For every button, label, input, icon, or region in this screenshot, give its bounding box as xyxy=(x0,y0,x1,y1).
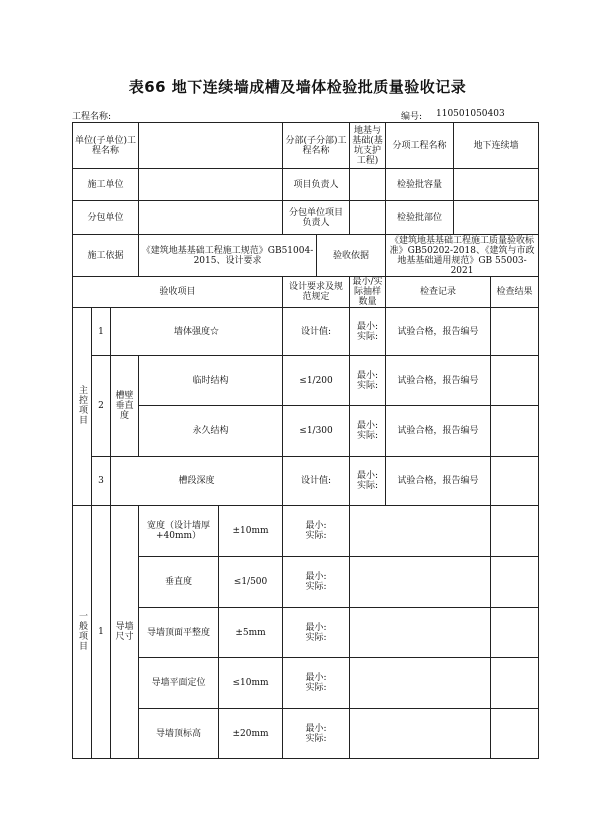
req-value: ±10mm xyxy=(219,506,283,557)
item-group-name: 导墙尺寸 xyxy=(111,506,139,759)
result-cell[interactable] xyxy=(491,658,539,709)
col-record: 检查记录 xyxy=(386,277,491,308)
batch-capacity-value[interactable] xyxy=(454,169,539,201)
col-sample: 最小/实际抽样数量 xyxy=(350,277,386,308)
division-label: 分部(子分部)工程名称 xyxy=(283,123,350,169)
req-value: ≤1/500 xyxy=(219,557,283,608)
number-value: 110501050403 xyxy=(436,109,505,119)
result-cell[interactable] xyxy=(491,356,539,406)
subcontractor-value[interactable] xyxy=(139,201,283,235)
item-sub-name: 临时结构 xyxy=(139,356,283,406)
sample-cell[interactable]: 最小: 实际: xyxy=(350,308,386,356)
subitem-label: 分项工程名称 xyxy=(386,123,454,169)
batch-location-value[interactable] xyxy=(454,201,539,235)
item-name: 槽段深度 xyxy=(111,457,283,506)
req-value: ≤1/200 xyxy=(283,356,350,406)
page-title: 表66 地下连续墙成槽及墙体检验批质量验收记录 xyxy=(128,78,467,96)
item-sub-name: 垂直度 xyxy=(139,557,219,608)
col-req: 设计要求及规范规定 xyxy=(283,277,350,308)
unit-label: 单位(子单位)工程名称 xyxy=(73,123,139,169)
acceptance-basis-value: 《建筑地基基础工程施工质量验收标准》GB50202-2018、《建筑与市政地基基础通用规范》GB 55003-2021 xyxy=(386,235,539,277)
sub-pm-label: 分包单位项目负责人 xyxy=(283,201,350,235)
sample-cell[interactable]: 最小: 实际: xyxy=(350,406,386,457)
req-value: 设计值: xyxy=(283,457,350,506)
col-result: 检查结果 xyxy=(491,277,539,308)
record-cell[interactable] xyxy=(350,658,491,709)
main-group-label: 主控项目 xyxy=(77,385,87,425)
item-group-name: 槽壁垂直度 xyxy=(111,356,139,457)
result-cell[interactable] xyxy=(491,406,539,457)
item-sub-name: 导墙平面定位 xyxy=(139,658,219,709)
record-cell: 试验合格，报告编号 xyxy=(386,457,491,506)
row-no: 3 xyxy=(92,457,111,506)
pm-label: 项目负责人 xyxy=(283,169,350,201)
record-cell: 试验合格，报告编号 xyxy=(386,356,491,406)
sample-cell[interactable]: 最小: 实际: xyxy=(350,457,386,506)
constructor-label: 施工单位 xyxy=(73,169,139,201)
constructor-value[interactable] xyxy=(139,169,283,201)
record-cell[interactable] xyxy=(350,506,491,557)
result-cell[interactable] xyxy=(491,457,539,506)
sub-pm-value[interactable] xyxy=(350,201,386,235)
number-label: 编号: xyxy=(401,112,423,122)
subcontractor-label: 分包单位 xyxy=(73,201,139,235)
batch-capacity-label: 检验批容量 xyxy=(386,169,454,201)
inspection-table xyxy=(72,122,539,759)
result-cell[interactable] xyxy=(491,557,539,608)
item-sub-name: 永久结构 xyxy=(139,406,283,457)
sample-cell[interactable]: 最小: 实际: xyxy=(283,709,350,759)
row-no: 1 xyxy=(92,506,111,759)
acceptance-basis-label: 验收依据 xyxy=(317,235,386,277)
req-value: ≤1/300 xyxy=(283,406,350,457)
col-item: 验收项目 xyxy=(73,277,283,308)
unit-value[interactable] xyxy=(139,123,283,169)
row-no: 2 xyxy=(92,356,111,457)
sample-cell[interactable]: 最小: 实际: xyxy=(350,356,386,406)
basis-label: 施工依据 xyxy=(73,235,139,277)
sample-cell[interactable]: 最小: 实际: xyxy=(283,506,350,557)
general-group-label: 一般项目 xyxy=(77,610,87,651)
pm-value[interactable] xyxy=(350,169,386,201)
record-cell[interactable] xyxy=(350,709,491,759)
row-no: 1 xyxy=(92,308,111,356)
req-value: 设计值: xyxy=(283,308,350,356)
record-cell[interactable] xyxy=(350,557,491,608)
record-cell[interactable] xyxy=(350,608,491,658)
result-cell[interactable] xyxy=(491,506,539,557)
project-name-label: 工程名称: xyxy=(72,112,112,122)
result-cell[interactable] xyxy=(491,608,539,658)
record-cell: 试验合格，报告编号 xyxy=(386,308,491,356)
batch-location-label: 检验批部位 xyxy=(386,201,454,235)
item-name: 墙体强度☆ xyxy=(111,308,283,356)
sample-cell[interactable]: 最小: 实际: xyxy=(283,557,350,608)
subitem-value: 地下连续墙 xyxy=(454,123,539,169)
req-value: ≤10mm xyxy=(219,658,283,709)
sample-cell[interactable]: 最小: 实际: xyxy=(283,658,350,709)
record-cell: 试验合格，报告编号 xyxy=(386,406,491,457)
item-sub-name: 导墙顶标高 xyxy=(139,709,219,759)
basis-value: 《建筑地基基础工程施工规范》GB51004-2015、设计要求 xyxy=(139,235,317,277)
sample-cell[interactable]: 最小: 实际: xyxy=(283,608,350,658)
item-sub-name: 导墙顶面平整度 xyxy=(139,608,219,658)
result-cell[interactable] xyxy=(491,308,539,356)
division-value: 地基与基础(基坑支护工程) xyxy=(350,123,386,169)
item-sub-name: 宽度（设计墙厚+40mm） xyxy=(139,506,219,557)
result-cell[interactable] xyxy=(491,709,539,759)
req-value: ±5mm xyxy=(219,608,283,658)
req-value: ±20mm xyxy=(219,709,283,759)
